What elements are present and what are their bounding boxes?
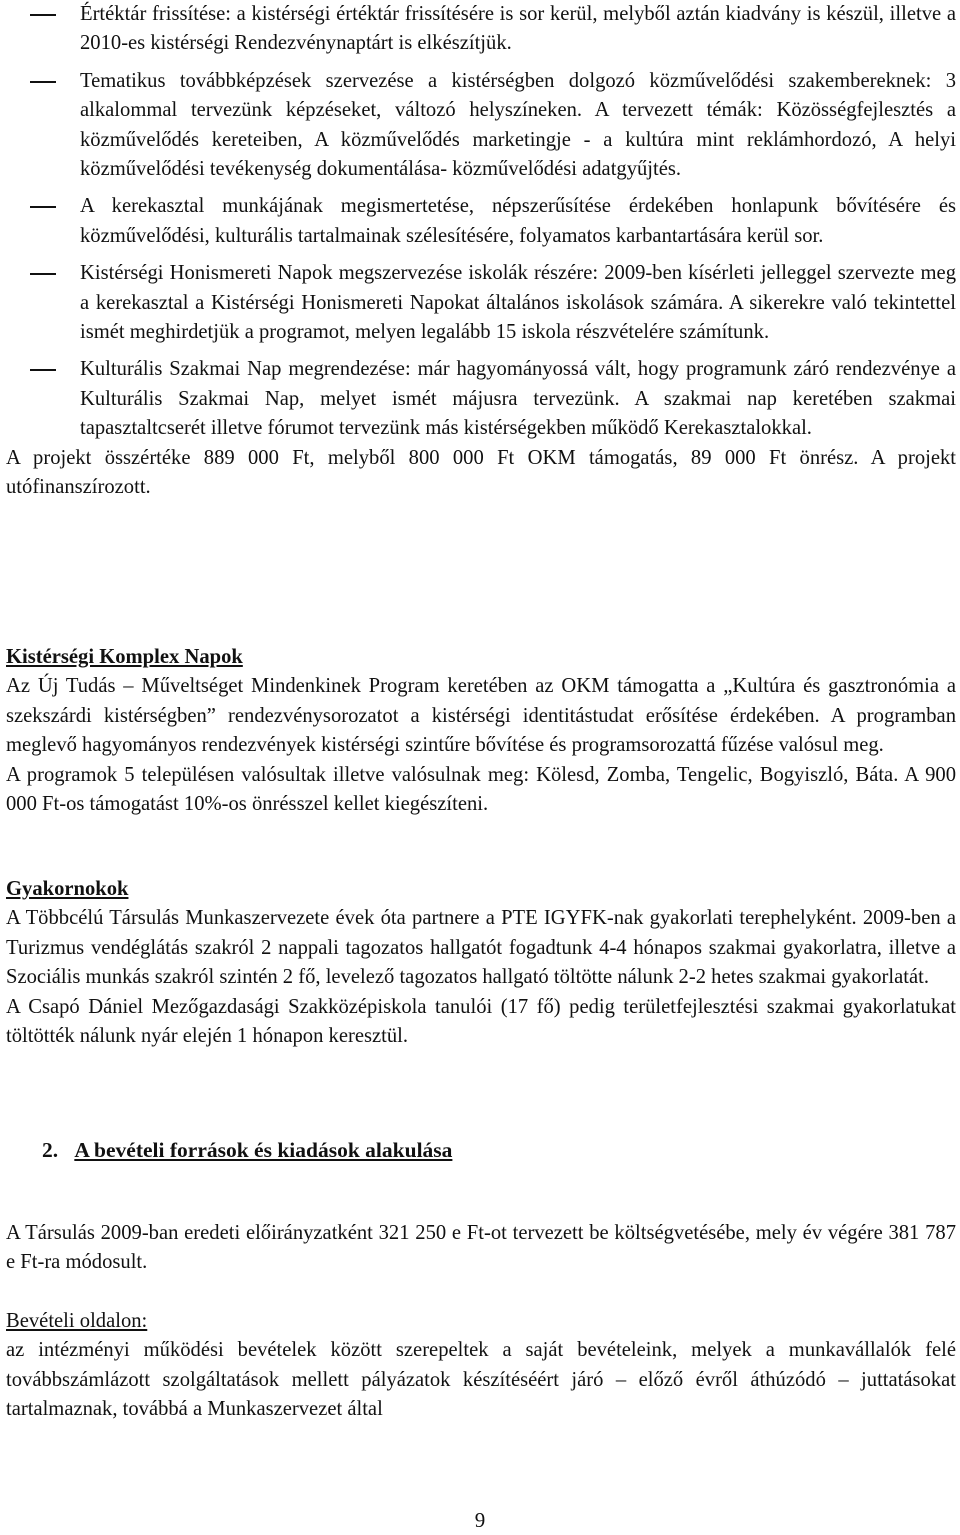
section-title: A bevételi források és kiadások alakulása <box>74 1138 453 1162</box>
komplex-heading: Kistérségi Komplex Napok <box>6 646 243 668</box>
list-item <box>6 355 956 443</box>
section-2-heading <box>42 1136 452 1165</box>
dash-bullet-icon <box>30 14 56 16</box>
komplex-section <box>6 643 956 819</box>
revenue-paragraph: az intézményi működési bevételek között szerepeltek a saját bevételeink, melyek a munkavállalók felé továbbszámlázott szolgáltatások mellett pályázatok készítéséért járó – előző évről áthúzódó – juttatásokat tartalmaznak, továbbá a Munkaszervezet által <box>6 1339 956 1421</box>
project-total-paragraph: A projekt összértéke 889 000 Ft, melyből 800 000 Ft OKM támogatás, 89 000 Ft önrész. A projekt utófinanszírozott. <box>6 446 956 499</box>
revenue-section <box>6 1307 956 1425</box>
section-number: 2. <box>42 1138 59 1162</box>
dash-bullet-icon <box>30 273 56 275</box>
list-item-text: A kerekasztal munkájának megismertetése, népszerűsítése érdekében honlapunk bővítésére és közművelődési, kulturális tartalmainak szélesítésére, folyamatos karbantartására kerül sor. <box>80 195 956 247</box>
gyakornokok-section <box>6 875 956 1051</box>
gyakornokok-paragraph-2: A Csapó Dániel Mezőgazdasági Szakközépiskola tanulói (17 fő) pedig területfejlesztési szakmai gyakorlatukat töltötték nálunk nyár elején 1 hónapon keresztül. <box>6 995 956 1048</box>
list-item-text: Értéktár frissítése: a kistérségi értéktár frissítésére is sor kerül, melyből aztán kiadvány is készül, illetve a 2010-es kistérségi Rendezvénynaptárt is elkészítjük. <box>80 3 956 55</box>
list-item <box>6 0 956 59</box>
gyakornokok-paragraph-1: A Többcélú Társulás Munkaszervezete évek óta partnere a PTE IGYFK-nak gyakorlati terephelyként. 2009-ben a Turizmus vendéglátás szakról 2 nappali tagozatos hallgatót fogadtunk 4-4 hónapos szakmai gyakorlatra, illetve a Szociális munkás szakról szintén 2 fő, levelező tagozatos hallgató töltötte nálunk 2-2 hetes szakmai gyakorlatát. <box>6 907 956 989</box>
dash-bullet-icon <box>30 369 56 371</box>
list-item <box>6 67 956 185</box>
list-item-text: Tematikus továbbképzések szervezése a kistérségben dolgozó közművelődési szakembereknek: 3 alkalommal tervezünk képzéseket, változó helyszíneken. A tervezett témák: Közösségfejlesztés a közművelődés kereteiben, A közművelődés marketingje - a kultúra mint reklámhordozó, A helyi közművelődési tevékenység dokumentálása- közművelődési adatgyűjtés. <box>80 69 956 181</box>
gyakornokok-heading: Gyakornokok <box>6 878 129 900</box>
section-2-body <box>6 1219 956 1278</box>
dash-bullet-icon <box>30 81 56 83</box>
list-item <box>6 192 956 251</box>
dash-bullet-icon <box>30 206 56 208</box>
komplex-paragraph-1: Az Új Tudás – Műveltséget Mindenkinek Program keretében az OKM támogatta a „Kultúra és gasztronómia a szekszárdi kistérségben” rendezvénysorozatot a kistérségi identitástudat erősítése érdekében. A programban meglevő hagyományos rendezvények kistérségi szintűre bővítése és programsorozattá fűzése valósul meg. <box>6 675 956 757</box>
list-item-text: Kulturális Szakmai Nap megrendezése: már hagyományossá vált, hogy programunk záró rendezvénye a Kulturális Szakmai Nap, melyet ismét májusra tervezünk. A szakmai nap keretében szakmai tapasztaltcserét illetve fórumot tervezünk más kistérségekben működő Kerekasztalokkal. <box>80 358 956 440</box>
task-list <box>6 0 956 444</box>
budget-paragraph: A Társulás 2009-ban eredeti előirányzatként 321 250 e Ft-ot tervezett be költségvetésébe, mely év végére 381 787 e Ft-ra módosult. <box>6 1222 956 1274</box>
komplex-paragraph-2: A programok 5 településen valósultak illetve valósulnak meg: Kölesd, Zomba, Tengelic, Bogyiszló, Báta. A 900 000 Ft-os támogatást 10%-os önrésszel kellet kiegészíteni. <box>6 763 956 816</box>
list-item <box>6 259 956 347</box>
bullet-list <box>6 0 956 503</box>
page-number: 9 <box>474 1508 486 1532</box>
revenue-subheading: Bevételi oldalon: <box>6 1310 148 1332</box>
list-item-text: Kistérségi Honismereti Napok megszervezése iskolák részére: 2009-ben kísérleti jelleggel szervezte meg a kerekasztal a Kistérségi Honismereti Napokat általános iskolások számára. A sikerekre való tekintettel ismét meghirdetjük a programot, melyen legalább 15 iskola részvételére számítunk. <box>80 262 956 344</box>
